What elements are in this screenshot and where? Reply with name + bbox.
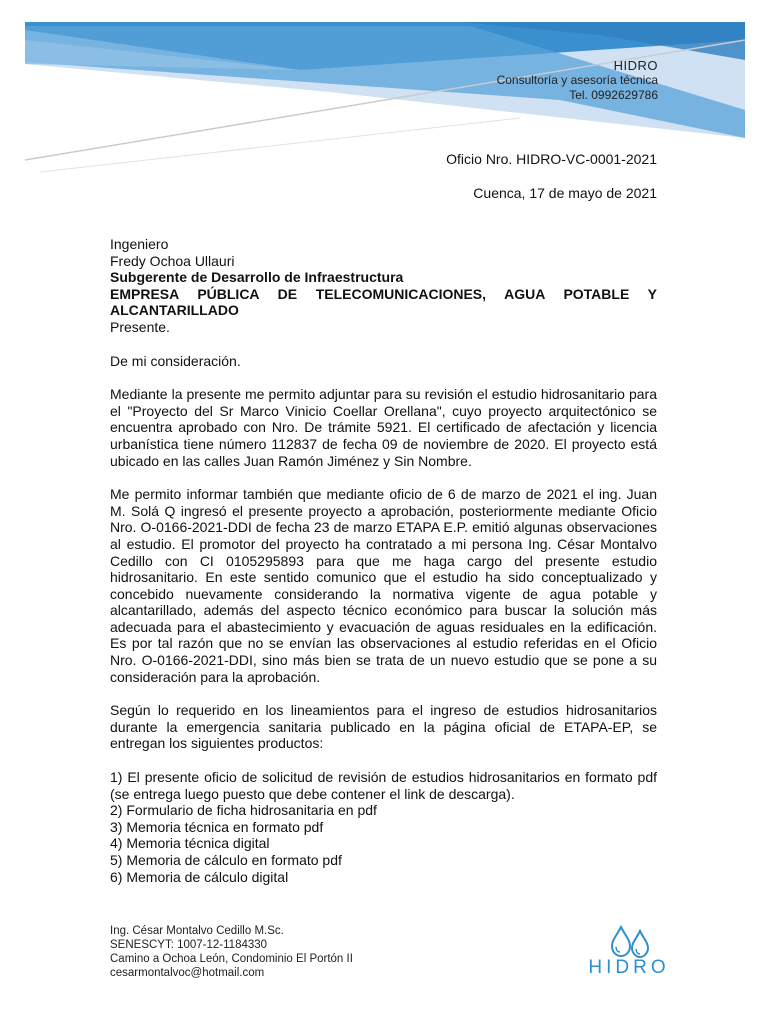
list-item: 1) El presente oficio de solicitud de revisión de estudios hidrosanitarios en formato pdf (se entrega luego puesto que debe contener el link de descarga).	[110, 769, 657, 802]
list-item: 5) Memoria de cálculo en formato pdf	[110, 852, 342, 868]
footer-address: Camino a Ochoa León, Condominio El Portón II	[110, 953, 353, 965]
list-item: 3) Memoria técnica en formato pdf	[110, 818, 324, 835]
recipient-company: EMPRESA PÚBLICA DE TELECOMUNICACIONES, AGUA POTABLE Y ALCANTARILLADO	[110, 285, 657, 319]
salutation: De mi consideración.	[110, 352, 241, 369]
footer-senescyt: SENESCYT: 1007-12-1184330	[110, 939, 268, 951]
list-item: 4) Memoria técnica digital	[110, 835, 270, 852]
footer-contact	[110, 924, 353, 980]
recipient-closing: Presente.	[110, 318, 170, 335]
letter-date: Cuenca, 17 de mayo de 2021	[473, 185, 657, 201]
logo-wordmark: HIDRO	[588, 957, 670, 978]
oficio-number: Oficio Nro. HIDRO-VC-0001-2021	[446, 151, 657, 167]
list-item: 6) Memoria de cálculo digital	[110, 868, 289, 885]
footer-name: Ing. César Montalvo Cedillo M.Sc.	[110, 925, 284, 937]
body-paragraph: Según lo requerido en los lineamientos para el ingreso de estudios hidrosanitarios durante la emergencia sanitaria publicado en la página oficial de ETAPA-EP, se entregan los siguientes productos:	[110, 702, 657, 752]
letter-body	[110, 236, 657, 885]
recipient-name: Fredy Ochoa Ullauri	[110, 252, 235, 269]
body-paragraph: Me permito informar también que mediante oficio de 6 de marzo de 2021 el ing. Juan M. Solá Q ingresó el presente proyecto a aprobación, posteriormente mediante Oficio Nro. O-0166-2021-DDI de fecha 23 de marzo ETAPA E.P. emitió algunas observaciones al estudio. El promotor del proyecto ha contratado a mi persona Ing. César Montalvo Cedillo con CI 0105295893 para que me haga cargo del presente estudio hidrosanitario. En este sentido comunico que el estudio ha sido conceptualizado y concebido nuevamente considerando la normativa vigente de agua potable y alcantarillado, además del aspecto técnico económico para buscar la solución más adecuada para el abastecimiento y evacuación de aguas residuales en la edificación. Es por tal razón que no se envían las observaciones al estudio referidas en el Oficio Nro. O-0166-2021-DDI, sino más bien se trata de un nuevo estudio que se pone a su consideración para la aprobación.	[110, 486, 657, 685]
brand-name: HIDRO	[613, 58, 658, 73]
recipient-title: Ingeniero	[110, 236, 169, 252]
hidro-logo	[584, 924, 674, 980]
brand-subtitle: Consultoría y asesoría técnica	[496, 73, 658, 87]
recipient-position: Subgerente de Desarrollo de Infraestructura	[110, 269, 404, 286]
brand-block	[497, 58, 658, 103]
water-drops-icon	[607, 924, 655, 960]
list-item: 2) Formulario de ficha hidrosanitaria en pdf	[110, 802, 377, 819]
body-paragraph: Mediante la presente me permito adjuntar para su revisión el estudio hidrosanitario para el "Proyecto del Sr Marco Vinicio Coellar Orellana", cuyo proyecto arquitectónico se encuentra aprobado con Nro. De trámite 5921. El certificado de afectación y licencia urbanística tiene número 112837 de fecha 09 de noviembre de 2020. El proyecto está ubicado en las calles Juan Ramón Jiménez y Sin Nombre.	[110, 386, 657, 469]
brand-phone: Tel. 0992629786	[569, 88, 658, 102]
footer-email: cesarmontalvoc@hotmail.com	[110, 967, 265, 979]
